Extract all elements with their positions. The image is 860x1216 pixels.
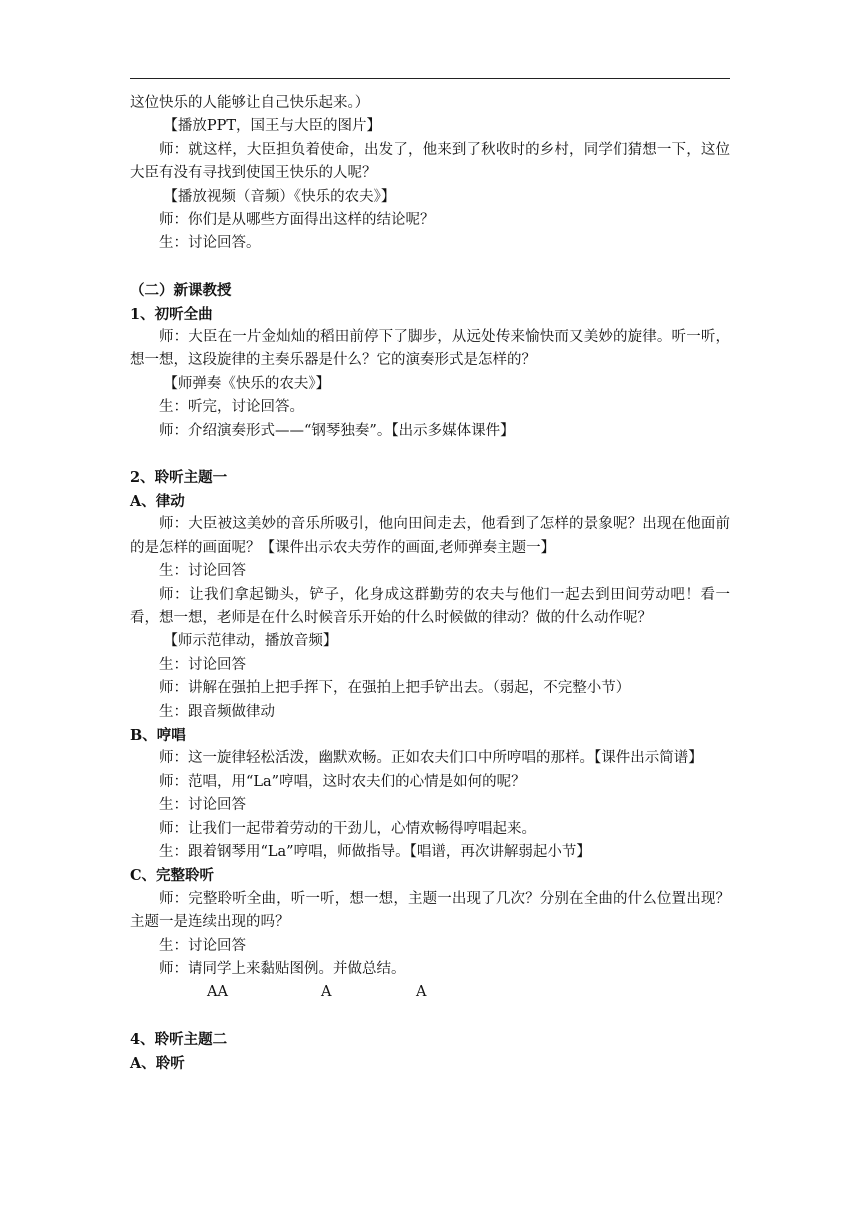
paragraph: 【播放PPT，国王与大臣的图片】 <box>163 118 382 135</box>
paragraph: 【播放视频（音频）《快乐的农夫》】 <box>163 188 396 205</box>
paragraph: 【师弹奏《快乐的农夫》】 <box>163 375 331 392</box>
paragraph: 生：跟着钢琴用“La”哼唱，师做指导。【唱谱，再次讲解弱起小节】 <box>159 843 591 860</box>
paragraph: 生：讨论回答 <box>159 563 246 580</box>
subsection-heading: 2、聆听主题一 <box>130 469 228 487</box>
paragraph: 生：跟音频做律动 <box>159 703 275 720</box>
paragraph: 师：就这样，大臣担负着使命，出发了，他来到了秋收时的乡村，同学们猜想一下，这位大臣有没有寻找到使国王快乐的人呢？ <box>130 141 730 182</box>
paragraph: 【师示范律动，播放音频】 <box>163 633 338 650</box>
subsection-heading: 1、初听全曲 <box>130 305 213 323</box>
sub-heading: B、哼唱 <box>130 726 186 744</box>
paragraph: 师：这一旋律轻松活泼，幽默欢畅。正如农夫们口中所哼唱的那样。【课件出示简谱】 <box>159 750 703 767</box>
subsection-heading: 4、聆听主题二 <box>130 1031 228 1049</box>
paragraph: 师：请同学上来黏贴图例。并做总结。 <box>159 961 406 977</box>
structure-labels <box>130 981 730 1004</box>
paragraph: 师：你们是从哪些方面得出这样的结论呢？ <box>159 212 435 229</box>
sub-heading: A、聆听 <box>130 1054 185 1072</box>
paragraph: 师：讲解在强拍上把手挥下，在强拍上把手铲出去。（弱起，不完整小节） <box>159 680 631 697</box>
section-heading: （二）新课教授 <box>130 282 232 300</box>
header-rule <box>130 78 730 79</box>
paragraph: 生：听完，讨论回答。 <box>159 399 304 416</box>
paragraph: 生：讨论回答。 <box>159 235 261 252</box>
structure-label: A <box>416 984 427 1001</box>
paragraph: 师：让我们拿起锄头，铲子，化身成这群勤劳的农夫与他们一起去到田间劳动吧！看一看，想一想，老师是在什么时候音乐开始的什么时候做的律动？做的什么动作呢？ <box>130 586 730 626</box>
paragraph: 生：讨论回答 <box>159 937 246 954</box>
sub-heading: A、律动 <box>130 492 185 510</box>
paragraph: 师：完整聆听全曲，听一听，想一想，主题一出现了几次？分别在全曲的什么位置出现？主题一是连续出现的吗？ <box>130 890 730 931</box>
blank-line <box>130 256 730 279</box>
paragraph: 生：讨论回答 <box>159 656 246 673</box>
paragraph: 这位快乐的人能够让自己快乐起来。） <box>130 95 370 111</box>
paragraph: 师：范唱，用“La”哼唱，这时农夫们的心情是如何的呢？ <box>159 773 526 790</box>
document-body <box>130 92 730 1075</box>
paragraph: 师：介绍演奏形式——“钢琴独奏”。【出示多媒体课件】 <box>159 422 515 439</box>
paragraph: 师：大臣被这美妙的音乐所吸引，他向田间走去，他看到了怎样的景象呢？出现在他面前的是怎样的画面呢？【课件出示农夫劳作的画面,老师弹奏主题一】 <box>130 516 730 556</box>
blank-line <box>130 1005 730 1028</box>
structure-label: AA <box>207 984 228 1001</box>
paragraph: 师：大臣在一片金灿灿的稻田前停下了脚步，从远处传来愉快而又美妙的旋律。听一听，想一想，这段旋律的主奏乐器是什么？它的演奏形式是怎样的？ <box>130 329 730 369</box>
structure-label: A <box>321 984 332 1001</box>
paragraph: 生：讨论回答 <box>159 797 246 814</box>
blank-line <box>130 443 730 466</box>
paragraph: 师：让我们一起带着劳动的干劲儿，心情欢畅得哼唱起来。 <box>159 820 536 837</box>
sub-heading: C、完整聆听 <box>130 867 215 885</box>
